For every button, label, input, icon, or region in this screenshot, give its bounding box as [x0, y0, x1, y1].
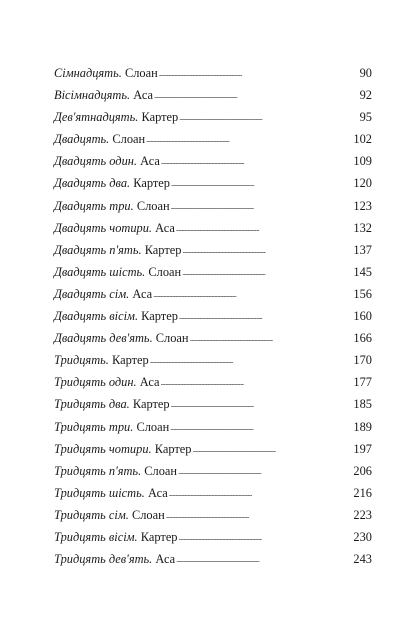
page-number: 206	[353, 463, 372, 478]
toc-entry-title	[54, 526, 178, 548]
narrator-name: Аса	[132, 286, 153, 301]
narrator-name: Картер	[132, 397, 170, 412]
narrator-name: Аса	[147, 485, 168, 500]
chapter-number: Тридцять вісім.	[54, 529, 138, 544]
page-number: 90	[359, 66, 372, 80]
toc-entry-title	[54, 239, 181, 261]
chapter-number: Тридцять сім.	[54, 507, 129, 522]
page-number: 223	[353, 507, 372, 522]
page-number: 156	[353, 286, 372, 301]
table-of-contents	[54, 62, 372, 570]
toc-entry[interactable]	[54, 62, 372, 84]
toc-entry-title	[54, 62, 158, 84]
narrator-name: Слоан	[136, 419, 170, 434]
chapter-number: Двадцять п'ять.	[54, 242, 142, 257]
chapter-number: Двадцять чотири.	[54, 220, 153, 235]
toc-entry-title	[54, 172, 170, 194]
toc-entry-title	[54, 327, 189, 349]
toc-entry[interactable]	[54, 283, 372, 305]
page-number: 216	[353, 485, 372, 500]
page-number: 132	[353, 220, 372, 235]
page-number: 177	[353, 375, 372, 390]
toc-entry[interactable]	[54, 305, 372, 327]
toc-entry-title	[54, 504, 165, 526]
chapter-number: Вісімнадцять.	[54, 88, 131, 103]
toc-entry[interactable]	[54, 150, 372, 172]
page-number: 185	[353, 397, 372, 412]
page-number: 102	[353, 132, 372, 147]
chapter-number: Тридцять.	[54, 353, 109, 368]
toc-entry[interactable]	[54, 504, 372, 526]
toc-entry-title	[54, 84, 153, 106]
narrator-name: Слоан	[136, 198, 170, 213]
narrator-name: Картер	[112, 353, 149, 368]
toc-entry[interactable]	[54, 371, 372, 393]
page-number: 109	[353, 154, 372, 169]
toc-entry[interactable]	[54, 84, 372, 106]
page-number: 243	[353, 552, 372, 567]
toc-entry-title	[54, 305, 178, 327]
toc-entry[interactable]	[54, 217, 372, 239]
chapter-number: Двадцять шість.	[54, 264, 146, 279]
toc-entry[interactable]	[54, 327, 372, 349]
narrator-name: Картер	[133, 176, 170, 191]
narrator-name: Картер	[141, 110, 179, 125]
toc-entry[interactable]	[54, 349, 372, 371]
narrator-name: Картер	[154, 441, 192, 456]
toc-entry[interactable]	[54, 482, 372, 504]
chapter-number: Тридцять п'ять.	[54, 463, 142, 478]
toc-entry-title	[54, 261, 181, 283]
page-number: 230	[353, 529, 372, 544]
page-number: 189	[353, 419, 372, 434]
narrator-name: Аса	[140, 154, 160, 169]
chapter-number: Тридцять три.	[54, 419, 134, 434]
narrator-name: Слоан	[124, 66, 158, 80]
dot-leader	[176, 547, 352, 572]
toc-entry[interactable]	[54, 239, 372, 261]
narrator-name: Слоан	[144, 463, 178, 478]
chapter-number: Тридцять шість.	[54, 485, 145, 500]
chapter-number: Двадцять два.	[54, 176, 131, 191]
chapter-number: Тридцять чотири.	[54, 441, 152, 456]
toc-entry[interactable]	[54, 128, 372, 150]
narrator-name: Картер	[141, 309, 178, 324]
page-number: 197	[353, 441, 372, 456]
chapter-number: Двадцять сім.	[54, 286, 130, 301]
page-number: 137	[353, 242, 372, 257]
page-number: 166	[353, 331, 372, 346]
chapter-number: Двадцять вісім.	[54, 309, 139, 324]
page-number: 123	[353, 198, 372, 213]
toc-entry-title	[54, 371, 160, 393]
toc-entry-title	[54, 217, 175, 239]
toc-entry[interactable]	[54, 460, 372, 482]
chapter-number: Двадцять три.	[54, 198, 134, 213]
narrator-name: Аса	[155, 552, 176, 567]
narrator-name: Слоан	[131, 507, 165, 522]
toc-entry-title	[54, 482, 168, 504]
chapter-number: Двадцять.	[54, 132, 110, 147]
narrator-name: Картер	[140, 529, 178, 544]
page-number: 170	[353, 353, 372, 368]
chapter-number: Тридцять два.	[54, 397, 130, 412]
toc-entry[interactable]	[54, 438, 372, 460]
chapter-number: Тридцять один.	[54, 375, 137, 390]
toc-entry-title	[54, 460, 177, 482]
page-number: 95	[359, 110, 372, 125]
narrator-name: Слоан	[148, 264, 182, 279]
toc-entry[interactable]	[54, 548, 372, 570]
toc-entry[interactable]	[54, 195, 372, 217]
narrator-name: Картер	[144, 242, 182, 257]
toc-entry-title	[54, 393, 170, 415]
toc-entry-title	[54, 195, 170, 217]
page-number: 145	[353, 264, 372, 279]
narrator-name: Слоан	[155, 331, 189, 346]
toc-entry[interactable]	[54, 526, 372, 548]
toc-entry-title	[54, 150, 160, 172]
toc-entry[interactable]	[54, 106, 372, 128]
page-number: 92	[359, 88, 372, 103]
page-number: 160	[353, 309, 372, 324]
toc-entry-title	[54, 283, 152, 305]
narrator-name: Аса	[155, 220, 175, 235]
chapter-number: Двадцять дев'ять.	[54, 331, 153, 346]
narrator-name: Аса	[139, 375, 160, 390]
chapter-number: Сімнадцять.	[54, 66, 122, 80]
chapter-number: Тридцять дев'ять.	[54, 552, 153, 567]
toc-entry-title	[54, 128, 145, 150]
toc-entry[interactable]	[54, 261, 372, 283]
toc-entry-title	[54, 106, 178, 128]
toc-entry-title	[54, 349, 149, 371]
toc-entry[interactable]	[54, 416, 372, 438]
page-number: 120	[353, 176, 372, 191]
toc-entry[interactable]	[54, 172, 372, 194]
toc-entry-title	[54, 438, 191, 460]
narrator-name: Аса	[133, 88, 154, 103]
toc-entry-title	[54, 416, 169, 438]
narrator-name: Слоан	[112, 132, 146, 147]
chapter-number: Дев'ятнадцять.	[54, 110, 139, 125]
chapter-number: Двадцять один.	[54, 154, 138, 169]
toc-entry[interactable]	[54, 393, 372, 415]
toc-entry-title	[54, 548, 175, 570]
